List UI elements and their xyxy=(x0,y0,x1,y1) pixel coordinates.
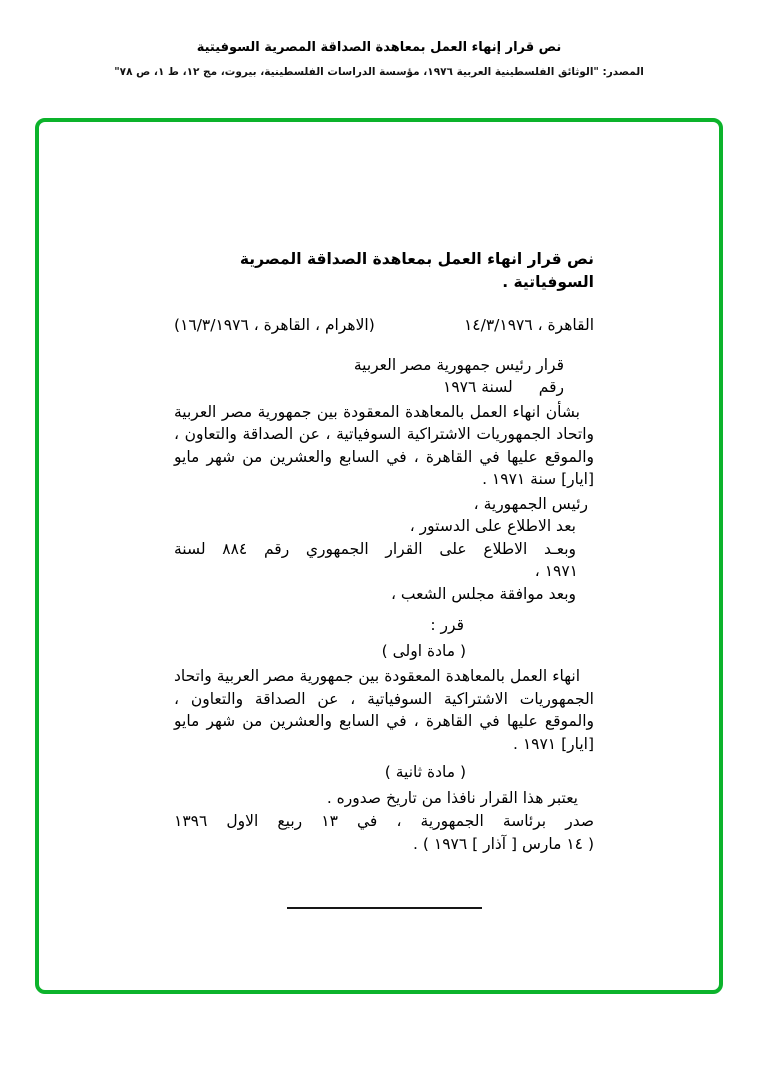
decision-word: قرر : xyxy=(430,616,464,634)
dateline-newspaper-ref: (الاهرام ، القاهرة ، ١٦/٣/١٩٧٦) xyxy=(174,316,375,334)
divider-rule xyxy=(287,907,482,909)
decree-year-label: لسنة ١٩٧٦ xyxy=(443,378,513,396)
signature-line-1: صدر برئاسة الجمهورية ، في ١٣ ربيع الاول ١٣٩٦ xyxy=(174,812,594,830)
recital-line-2-continuation: ١٩٧١ ، xyxy=(534,562,578,580)
recital-line-3: وبعد موافقة مجلس الشعب ، xyxy=(390,584,576,603)
article-1-heading: ( مادة اولى ) xyxy=(381,641,466,660)
document-title: نص قرار انهاء العمل بمعاهدة الصداقة المصرية السوفياتية . xyxy=(239,250,594,291)
article-2-body: يعتبر هذا القرار نافذا من تاريخ صدوره . xyxy=(326,788,578,807)
decree-number-line xyxy=(174,376,594,399)
source-citation: المصدر: "الوثائق الفلسطينية العربية ١٩٧٦، مؤسسة الدراسات الفلسطينية، بيروت، مج ١٢، ط ١، ص ٧٨" xyxy=(114,66,644,78)
page-header xyxy=(0,0,758,78)
page-title: نص قرار إنهاء العمل بمعاهدة الصداقة المصرية السوفيتية xyxy=(196,40,562,55)
signature-line-2: ( ١٤ مارس [ آذار ] ١٩٧٦ ) . xyxy=(413,834,594,853)
authority-line: رئيس الجمهورية ، xyxy=(473,494,588,513)
recital-line-1: بعد الاطلاع على الدستور ، xyxy=(409,517,576,535)
decree-number-label: رقم xyxy=(538,378,564,396)
dateline-place-date: القاهرة ، ١٤/٣/١٩٧٦ xyxy=(463,316,594,334)
preamble-paragraph: بشأن انهاء العمل بالمعاهدة المعقودة بين جمهورية مصر العربية واتحاد الجمهوريات الاشتراكية السوفياتية ، عن الصداقة والتعاون ، والموقع عليها في القاهرة ، في السابع والعشرين من شهر مايو [ايار] سنة ١٩٧١ . xyxy=(174,402,594,488)
recital-line-2: وبعـد الاطلاع على القرار الجمهوري رقم ٨٨٤ لسنة xyxy=(174,539,577,558)
article-1-body: انهاء العمل بالمعاهدة المعقودة بين جمهورية مصر العربية واتحاد الجمهوريات الاشتراكية السوفياتية ، عن الصداقة والتعاون ، والموقع عليها في القاهرة ، في السابع والعشرين من شهر مايو [ايار] ١٩٧١ . xyxy=(174,667,594,753)
decree-document xyxy=(39,122,719,909)
decree-heading-line: قرار رئيس جمهورية مصر العربية xyxy=(353,355,564,374)
dateline xyxy=(174,314,594,337)
article-2-heading: ( مادة ثانية ) xyxy=(384,763,466,781)
document-frame xyxy=(35,118,723,994)
